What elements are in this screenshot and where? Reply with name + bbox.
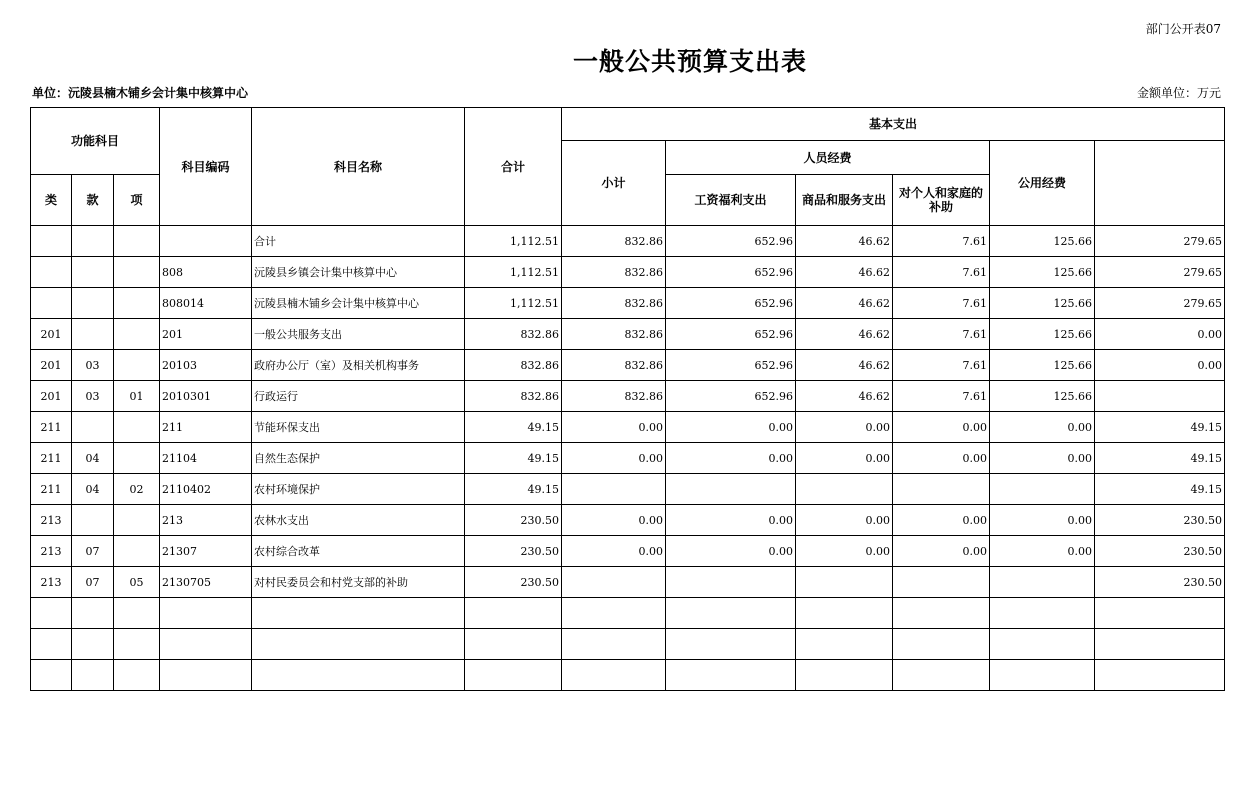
- cell-subtotal: 0.00: [562, 443, 666, 474]
- cell-subsidy: 0.00: [893, 443, 990, 474]
- expenditure-table: [30, 107, 1225, 691]
- cell-total: 230.50: [465, 505, 562, 536]
- cell-goods: 46.62: [796, 350, 893, 381]
- empty-cell: [562, 629, 666, 660]
- header-kuan: 款: [72, 175, 114, 226]
- cell-kuan: 04: [72, 443, 114, 474]
- cell-lei: 201: [31, 350, 72, 381]
- cell-salary: [666, 567, 796, 598]
- cell-total: 230.50: [465, 567, 562, 598]
- empty-cell: [31, 660, 72, 691]
- cell-total: 49.15: [465, 443, 562, 474]
- cell-subtotal: 832.86: [562, 381, 666, 412]
- cell-name: 节能环保支出: [252, 412, 465, 443]
- empty-cell: [72, 629, 114, 660]
- cell-subtotal: 832.86: [562, 350, 666, 381]
- cell-lei: 201: [31, 381, 72, 412]
- cell-goods: 46.62: [796, 288, 893, 319]
- header-func-subject: 功能科目: [31, 108, 160, 175]
- cell-goods: 46.62: [796, 319, 893, 350]
- empty-row: [31, 660, 1225, 691]
- cell-salary: 652.96: [666, 288, 796, 319]
- cell-project: 0.00: [1095, 319, 1225, 350]
- empty-cell: [252, 660, 465, 691]
- empty-cell: [72, 660, 114, 691]
- cell-name: 一般公共服务支出: [252, 319, 465, 350]
- cell-xiang: [114, 412, 160, 443]
- cell-subtotal: 832.86: [562, 226, 666, 257]
- cell-total: 230.50: [465, 536, 562, 567]
- cell-xiang: 05: [114, 567, 160, 598]
- table-row: [31, 505, 1225, 536]
- cell-public: 125.66: [990, 319, 1095, 350]
- empty-cell: [114, 629, 160, 660]
- cell-code: 2110402: [160, 474, 252, 505]
- cell-project: 49.15: [1095, 443, 1225, 474]
- cell-total: 49.15: [465, 474, 562, 505]
- amount-unit-label: 金额单位：万元: [1136, 86, 1221, 100]
- cell-code: 211: [160, 412, 252, 443]
- header-public: 公用经费: [990, 141, 1095, 226]
- empty-cell: [252, 629, 465, 660]
- cell-name: 农村综合改革: [252, 536, 465, 567]
- cell-subsidy: [893, 474, 990, 505]
- empty-cell: [1095, 660, 1225, 691]
- cell-subtotal: 832.86: [562, 319, 666, 350]
- cell-total: 1,112.51: [465, 257, 562, 288]
- cell-salary: 0.00: [666, 412, 796, 443]
- empty-cell: [990, 629, 1095, 660]
- cell-kuan: [72, 288, 114, 319]
- cell-project: 230.50: [1095, 567, 1225, 598]
- cell-lei: [31, 257, 72, 288]
- cell-name: 自然生态保护: [252, 443, 465, 474]
- cell-total: 832.86: [465, 319, 562, 350]
- table-row: [31, 288, 1225, 319]
- cell-salary: 652.96: [666, 381, 796, 412]
- header-subtotal: 小计: [562, 141, 666, 226]
- cell-code: 2130705: [160, 567, 252, 598]
- cell-code: 213: [160, 505, 252, 536]
- cell-name: 合计: [252, 226, 465, 257]
- cell-goods: 0.00: [796, 412, 893, 443]
- empty-cell: [990, 598, 1095, 629]
- table-row: [31, 350, 1225, 381]
- cell-public: 0.00: [990, 443, 1095, 474]
- cell-name: 农林水支出: [252, 505, 465, 536]
- cell-subtotal: 832.86: [562, 257, 666, 288]
- cell-subsidy: 7.61: [893, 257, 990, 288]
- cell-lei: 213: [31, 536, 72, 567]
- cell-subsidy: 0.00: [893, 412, 990, 443]
- cell-subtotal: 832.86: [562, 288, 666, 319]
- cell-goods: 46.62: [796, 257, 893, 288]
- cell-project: 279.65: [1095, 226, 1225, 257]
- empty-cell: [893, 629, 990, 660]
- header-xiang: 项: [114, 175, 160, 226]
- cell-goods: [796, 474, 893, 505]
- cell-salary: 0.00: [666, 505, 796, 536]
- empty-cell: [114, 660, 160, 691]
- cell-code: [160, 226, 252, 257]
- cell-total: 49.15: [465, 412, 562, 443]
- cell-lei: [31, 226, 72, 257]
- cell-kuan: [72, 257, 114, 288]
- empty-cell: [796, 629, 893, 660]
- cell-goods: 46.62: [796, 226, 893, 257]
- empty-cell: [465, 629, 562, 660]
- cell-public: 125.66: [990, 350, 1095, 381]
- header-lei: 类: [31, 175, 72, 226]
- cell-subsidy: 7.61: [893, 288, 990, 319]
- cell-kuan: [72, 319, 114, 350]
- cell-total: 1,112.51: [465, 288, 562, 319]
- empty-cell: [465, 598, 562, 629]
- cell-salary: 652.96: [666, 319, 796, 350]
- empty-cell: [666, 660, 796, 691]
- cell-lei: 211: [31, 474, 72, 505]
- cell-kuan: 03: [72, 350, 114, 381]
- empty-cell: [562, 660, 666, 691]
- header-name: 科目名称: [252, 108, 465, 226]
- cell-salary: [666, 474, 796, 505]
- cell-project: [1095, 381, 1225, 412]
- cell-subsidy: 7.61: [893, 319, 990, 350]
- cell-kuan: 03: [72, 381, 114, 412]
- header-basic: 基本支出: [562, 108, 1225, 141]
- empty-cell: [796, 660, 893, 691]
- header-goods: 商品和服务支出: [796, 175, 893, 226]
- empty-cell: [666, 629, 796, 660]
- cell-project: 49.15: [1095, 412, 1225, 443]
- form-number: 部门公开表07: [1145, 22, 1221, 36]
- cell-public: [990, 567, 1095, 598]
- cell-goods: 46.62: [796, 381, 893, 412]
- header-personnel: 人员经费: [666, 141, 990, 175]
- cell-salary: 652.96: [666, 257, 796, 288]
- table-row: [31, 257, 1225, 288]
- cell-code: 20103: [160, 350, 252, 381]
- cell-lei: 211: [31, 443, 72, 474]
- empty-cell: [666, 598, 796, 629]
- cell-subsidy: 0.00: [893, 505, 990, 536]
- cell-lei: 211: [31, 412, 72, 443]
- empty-cell: [72, 598, 114, 629]
- cell-subtotal: 0.00: [562, 505, 666, 536]
- header-total: 合计: [465, 108, 562, 226]
- cell-project: 279.65: [1095, 288, 1225, 319]
- cell-project: 49.15: [1095, 474, 1225, 505]
- table-row: [31, 536, 1225, 567]
- cell-subsidy: 7.61: [893, 226, 990, 257]
- cell-kuan: [72, 226, 114, 257]
- cell-subsidy: [893, 567, 990, 598]
- cell-goods: [796, 567, 893, 598]
- cell-public: 0.00: [990, 536, 1095, 567]
- cell-kuan: 04: [72, 474, 114, 505]
- cell-subsidy: 7.61: [893, 350, 990, 381]
- cell-xiang: 01: [114, 381, 160, 412]
- cell-lei: 213: [31, 505, 72, 536]
- cell-lei: [31, 288, 72, 319]
- empty-cell: [796, 598, 893, 629]
- empty-row: [31, 629, 1225, 660]
- cell-salary: 652.96: [666, 226, 796, 257]
- page-title: 一般公共预算支出表: [572, 47, 807, 76]
- header-salary: 工资福利支出: [666, 175, 796, 226]
- empty-cell: [1095, 598, 1225, 629]
- empty-cell: [160, 598, 252, 629]
- cell-public: 125.66: [990, 288, 1095, 319]
- header-code: 科目编码: [160, 108, 252, 226]
- empty-cell: [160, 629, 252, 660]
- cell-project: 230.50: [1095, 536, 1225, 567]
- cell-lei: 213: [31, 567, 72, 598]
- cell-subtotal: [562, 474, 666, 505]
- empty-cell: [252, 598, 465, 629]
- cell-name: 沅陵县乡镇会计集中核算中心: [252, 257, 465, 288]
- empty-cell: [114, 598, 160, 629]
- cell-total: 1,112.51: [465, 226, 562, 257]
- cell-public: 125.66: [990, 257, 1095, 288]
- cell-name: 行政运行: [252, 381, 465, 412]
- cell-code: 21104: [160, 443, 252, 474]
- table-row: [31, 381, 1225, 412]
- cell-goods: 0.00: [796, 536, 893, 567]
- cell-public: [990, 474, 1095, 505]
- empty-cell: [160, 660, 252, 691]
- cell-salary: 0.00: [666, 443, 796, 474]
- empty-cell: [990, 660, 1095, 691]
- cell-subsidy: 0.00: [893, 536, 990, 567]
- cell-project: 230.50: [1095, 505, 1225, 536]
- empty-cell: [893, 660, 990, 691]
- empty-cell: [562, 598, 666, 629]
- cell-name: 农村环境保护: [252, 474, 465, 505]
- cell-xiang: [114, 288, 160, 319]
- cell-subtotal: [562, 567, 666, 598]
- table-row: [31, 567, 1225, 598]
- cell-public: 125.66: [990, 226, 1095, 257]
- table-row: [31, 226, 1225, 257]
- cell-kuan: [72, 412, 114, 443]
- table-row: [31, 319, 1225, 350]
- cell-name: 沅陵县楠木铺乡会计集中核算中心: [252, 288, 465, 319]
- cell-kuan: 07: [72, 536, 114, 567]
- cell-xiang: [114, 443, 160, 474]
- cell-project: 0.00: [1095, 350, 1225, 381]
- unit-label: 单位：沅陵县楠木铺乡会计集中核算中心: [32, 86, 249, 100]
- header-subsidy: 对个人和家庭的补助: [893, 175, 990, 226]
- cell-xiang: [114, 350, 160, 381]
- cell-project: 279.65: [1095, 257, 1225, 288]
- cell-xiang: [114, 319, 160, 350]
- cell-xiang: [114, 505, 160, 536]
- cell-total: 832.86: [465, 381, 562, 412]
- cell-code: 21307: [160, 536, 252, 567]
- cell-xiang: [114, 257, 160, 288]
- cell-public: 0.00: [990, 412, 1095, 443]
- cell-xiang: 02: [114, 474, 160, 505]
- cell-salary: 0.00: [666, 536, 796, 567]
- cell-code: 808: [160, 257, 252, 288]
- empty-row: [31, 598, 1225, 629]
- cell-salary: 652.96: [666, 350, 796, 381]
- empty-cell: [31, 598, 72, 629]
- cell-lei: 201: [31, 319, 72, 350]
- cell-name: 对村民委员会和村党支部的补助: [252, 567, 465, 598]
- cell-subtotal: 0.00: [562, 536, 666, 567]
- table-row: [31, 474, 1225, 505]
- cell-code: 2010301: [160, 381, 252, 412]
- cell-goods: 0.00: [796, 443, 893, 474]
- cell-xiang: [114, 226, 160, 257]
- cell-total: 832.86: [465, 350, 562, 381]
- cell-public: 0.00: [990, 505, 1095, 536]
- cell-name: 政府办公厅（室）及相关机构事务: [252, 350, 465, 381]
- empty-cell: [465, 660, 562, 691]
- empty-cell: [31, 629, 72, 660]
- cell-code: 201: [160, 319, 252, 350]
- cell-goods: 0.00: [796, 505, 893, 536]
- cell-subtotal: 0.00: [562, 412, 666, 443]
- empty-cell: [893, 598, 990, 629]
- cell-xiang: [114, 536, 160, 567]
- cell-kuan: [72, 505, 114, 536]
- table-row: [31, 443, 1225, 474]
- cell-public: 125.66: [990, 381, 1095, 412]
- cell-code: 808014: [160, 288, 252, 319]
- empty-cell: [1095, 629, 1225, 660]
- cell-kuan: 07: [72, 567, 114, 598]
- table-row: [31, 412, 1225, 443]
- cell-subsidy: 7.61: [893, 381, 990, 412]
